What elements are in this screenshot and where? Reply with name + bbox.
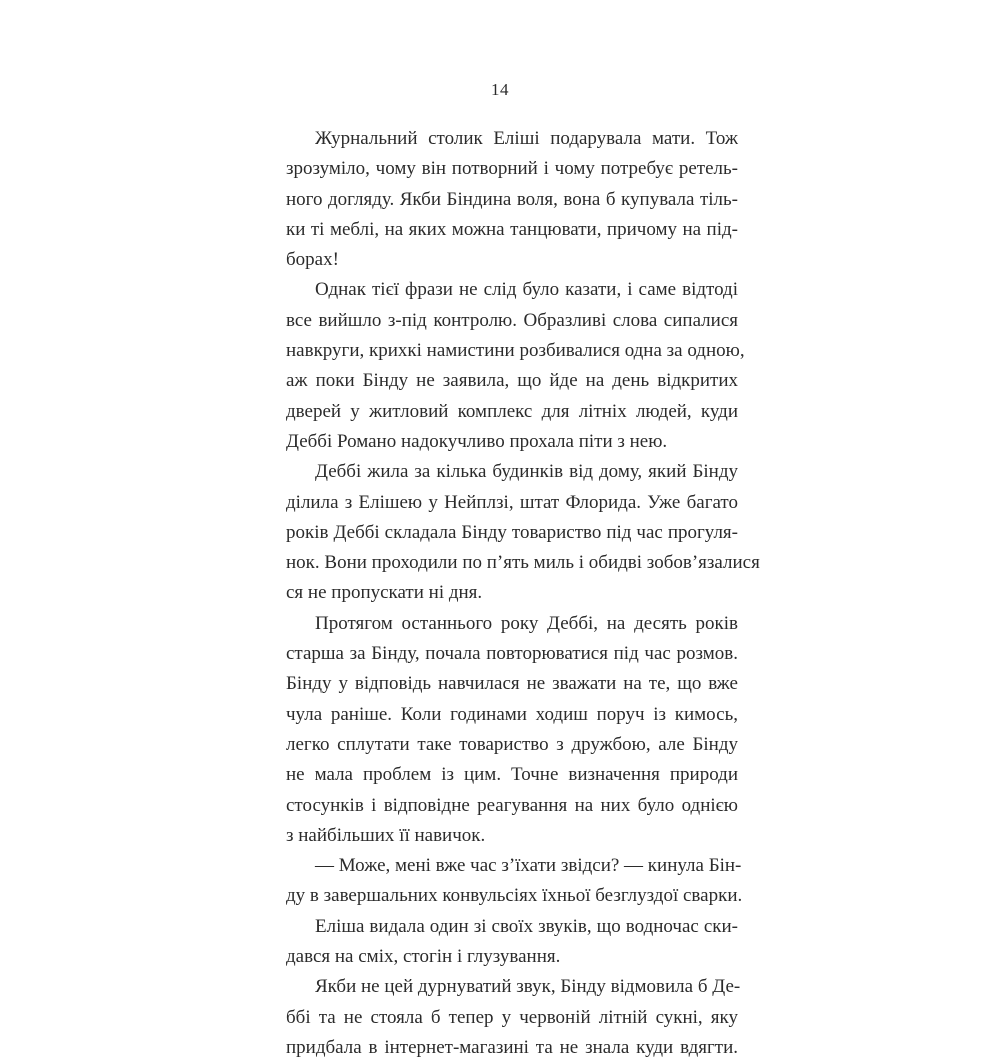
text-line: ббі та не стояла б тепер у червоній літній сукні, яку bbox=[286, 1006, 738, 1028]
text-line: Протягом останнього року Деббі, на десять років bbox=[315, 612, 738, 634]
text-line: ся не пропускати ні дня. bbox=[286, 582, 483, 604]
text-line: нок. Вони проходили по п’ять миль і обидві зобов’язалися bbox=[286, 552, 760, 574]
text-line: ного догляду. Якби Біндина воля, вона б купувала тіль- bbox=[286, 188, 738, 210]
text-line: зрозуміло, чому він потворний і чому потребує ретель- bbox=[286, 158, 738, 180]
text-line: чула раніше. Коли годинами ходиш поруч із кимось, bbox=[286, 703, 738, 725]
text-line: борах! bbox=[286, 249, 339, 271]
paragraph-4 bbox=[286, 609, 738, 851]
text-line: ду в завершальних конвульсіях їхньої безглуздої сварки. bbox=[286, 885, 743, 907]
text-line: аж поки Бінду не заявила, що йде на день відкритих bbox=[286, 370, 738, 392]
text-line: Бінду у відповідь навчилася не зважати на те, що вже bbox=[286, 673, 738, 695]
page-number: 14 bbox=[491, 80, 509, 99]
text-line: не мала проблем із цим. Точне визначення природи bbox=[286, 764, 738, 786]
text-line: Еліша видала один зі своїх звуків, що водночас ски- bbox=[315, 915, 738, 937]
text-line: — Може, мені вже час з’їхати звідси? — кинула Бін- bbox=[315, 855, 742, 877]
text-line: дався на сміх, стогін і глузування. bbox=[286, 946, 561, 968]
text-line: Журнальний столик Еліші подарувала мати. Тож bbox=[315, 128, 738, 149]
text-line: років Деббі складала Бінду товариство під час прогуля- bbox=[286, 521, 738, 543]
text-line: з найбільших її навичок. bbox=[286, 824, 486, 846]
text-line: Якби не цей дурнуватий звук, Бінду відмовила б Де- bbox=[315, 976, 741, 998]
text-line: навкруги, крихкі намистини розбивалися одна за одною, bbox=[286, 340, 745, 362]
text-line: придбала в інтернет-магазині та не знала куди вдягти. bbox=[286, 1036, 738, 1058]
paragraph-1 bbox=[286, 124, 738, 275]
text-line: Однак тієї фрази не слід було казати, і саме відтоді bbox=[315, 279, 738, 301]
paragraph-6 bbox=[286, 912, 738, 973]
text-line: старша за Бінду, почала повторюватися під час розмов. bbox=[286, 643, 738, 665]
paragraph-2 bbox=[286, 275, 745, 457]
paragraph-3 bbox=[286, 457, 760, 608]
text-line: ки ті меблі, на яких можна танцювати, причому на під- bbox=[286, 218, 738, 240]
text-line: стосунків і відповідне реагування на них було однією bbox=[286, 794, 738, 816]
text-line: ділила з Елішею у Нейплзі, штат Флорида. Уже багато bbox=[286, 491, 738, 513]
paragraph-7 bbox=[286, 972, 741, 1063]
body-text bbox=[286, 124, 760, 1063]
text-line: Деббі Романо надокучливо прохала піти з нею. bbox=[286, 430, 668, 452]
text-line: все вийшло з-під контролю. Образливі слова сипалися bbox=[286, 309, 738, 331]
text-line: Деббі жила за кілька будинків від дому, який Бінду bbox=[315, 461, 738, 483]
text-line: дверей у житловий комплекс для літніх людей, куди bbox=[286, 400, 738, 422]
text-line: легко сплутати таке товариство з дружбою, але Бінду bbox=[286, 733, 738, 755]
paragraph-5 bbox=[286, 851, 743, 912]
